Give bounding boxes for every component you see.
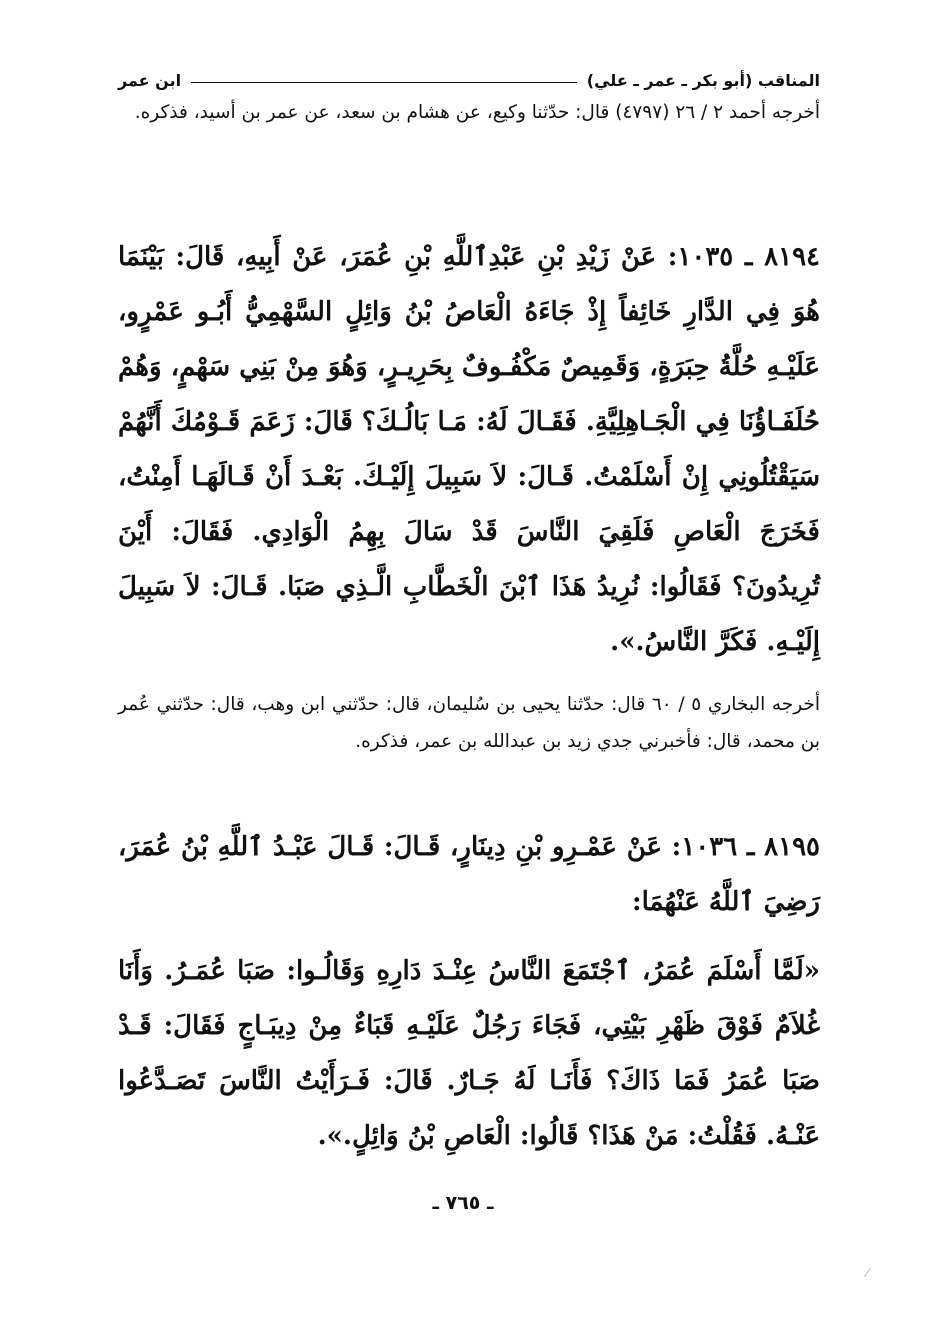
scan-mark	[864, 1268, 877, 1281]
page-number: ـ ٧٦٥ ـ	[432, 1192, 494, 1214]
header-right-title: ابن عمر	[118, 71, 182, 90]
hadith-8195-body: «لَمَّا أَسْلَمَ عُمَرُ، ٱجْتَمَعَ النَّاسُ عِنْـدَ دَارِهِ وَقَالُـوا: صَبَا عُمَـرُ. وَأَنَا غُلاَمٌ فَوْقَ ظَهْرِ بَيْتِي، فَجَاءَ رَجُلٌ عَلَيْـهِ قَبَاءٌ مِنْ دِيبَـاجٍ فَقَالَ: قَـدْ صَبَا عُمَرُ فَمَا ذَاكَ؟ فَأَنَـا لَهُ جَـارٌ. قَالَ: فَـرَأَيْتُ النَّاسَ تَصَـدَّعُوا عَنْـهُ. فَقُلْتُ: مَنْ هَذَا؟ قَالُوا: الْعَاصِ بْنُ وَائِلٍ.».	[118, 956, 820, 1151]
header-left-title: المناقب (أبو بكر ـ عمر ـ علي)	[586, 71, 820, 90]
header-rule	[191, 82, 577, 83]
running-header	[118, 60, 820, 90]
footnote-8193: أخرجه أحمد ٢ / ٢٦ (٤٧٩٧) قال: حدّثنا وكيع، عن هشام بن سعد، عن عمر بن أسيد، فذكره.	[134, 102, 820, 123]
footnote-8194: أخرجه البخاري ٥ / ٦٠ قال: حدّثنا يحيى بن سُليمان، قال: حدّثني ابن وهب، قال: حدّثني عُمر بن محمد، قال: فأخبرني جدي زيد بن عبدالله بن عمر، فذكره.	[118, 694, 820, 752]
hadith-8194: ٨١٩٤ ـ ١٠٣٥: عَنْ زَيْدِ بْنِ عَبْدِٱللَّهِ بْنِ عُمَرَ، عَنْ أَبِيهِ، قَالَ: بَيْنَمَا هُوَ فِي الدَّارِ خَائِفاً إِذْ جَاءَهُ الْعَاصُ بْنُ وَائِلٍ السَّهْمِيُّ أَبُـو عَمْرٍو، عَلَيْـهِ حُلَّةُ حِبَرَةٍ، وَقَمِيصٌ مَكْفُـوفٌ بِحَرِيـرٍ، وَهُوَ مِنْ بَنِي سَهْمٍ، وَهُمْ حُلَفَـاؤُنَا فِي الْجَـاهِلِيَّةِ. فَقَـالَ لَهُ: مَـا بَالُـكَ؟ قَالَ: زَعَمَ قَـوْمُكَ أَنَّهُمْ سَيَقْتُلُونِي إِنْ أَسْلَمْتُ. قَـالَ: لاَ سَبِيلَ إِلَيْـكَ. بَعْـدَ أَنْ قَـالَهَـا أَمِنْتُ، فَخَرَجَ الْعَاصِ فَلَقِيَ النَّاسَ قَدْ سَالَ بِهِمُ الْوَادِي. فَقَالَ: أَيْنَ تُرِيدُونَ؟ فَقَالُوا: نُرِيدُ هَذَا ٱبْنَ الْخَطَّابِ الَّـذِي صَبَا. قَـالَ: لاَ سَبِيلَ إِلَيْـهِ. فَكَرَّ النَّاسُ.».	[118, 242, 820, 657]
hadith-8195-intro: ٨١٩٥ ـ ١٠٣٦: عَنْ عَمْـرِو بْنِ دِينَارٍ، قَـالَ: قَـالَ عَبْـدُ ٱللَّهِ بْنُ عُمَرَ، رَضِيَ ٱللَّهُ عَنْهُمَا:	[118, 832, 820, 917]
